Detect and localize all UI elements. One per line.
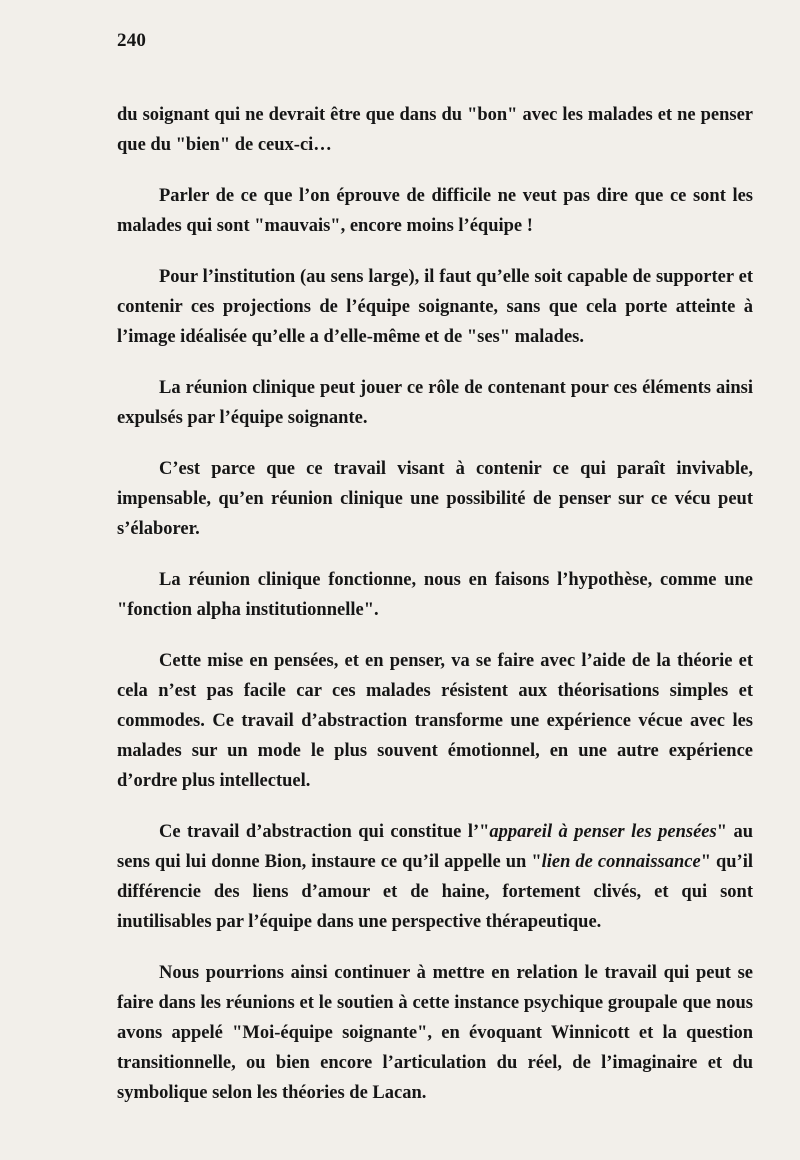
paragraph-3: Pour l’institution (au sens large), il faut qu’elle soit capable de supporter et contenir ces projections de l’équipe soignante, sans que cela porte atteinte à l’image idéalisée qu’elle a d’elle-même et de "ses" malades. <box>117 267 753 347</box>
paragraph-8-after: " qu’il différencie des liens d’amour et de haine, fortement clivés, et qui sont inutilisables par l’équipe dans une perspective thérapeutique. <box>117 852 753 932</box>
paragraph-1: du soignant qui ne devrait être que dans du "bon" avec les malades et ne penser que du "bien" de ceux-ci… <box>117 105 753 155</box>
page-number: 240 <box>117 30 147 51</box>
paragraph-7: Cette mise en pensées, et en penser, va se faire avec l’aide de la théorie et cela n’est pas facile car ces malades résistent aux théorisations simples et commodes. Ce travail d’abstraction transforme une expérience vécue avec les malades sur un mode le plus souvent émotionnel, en une autre expérience d’ordre plus intellectuel. <box>117 651 753 791</box>
paragraph-8 <box>117 817 753 937</box>
body-text <box>117 100 753 1129</box>
paragraph-9: Nous pourrions ainsi continuer à mettre en relation le travail qui peut se faire dans les réunions et le soutien à cette instance psychique groupale que nous avons appelé "Moi-équipe soignante", en évoquant Winnicott et la question transitionnelle, ou bien encore l’articulation du réel, de l’imaginaire et du symbolique selon les théories de Lacan. <box>117 963 753 1103</box>
paragraph-6: La réunion clinique fonctionne, nous en faisons l’hypothèse, comme une "fonction alpha institutionnelle". <box>117 570 753 620</box>
paragraph-5: C’est parce que ce travail visant à contenir ce qui paraît invivable, impensable, qu’en réunion clinique une possibilité de penser sur ce vécu peut s’élaborer. <box>117 459 753 539</box>
paragraph-2: Parler de ce que l’on éprouve de difficile ne veut pas dire que ce sont les malades qui sont "mauvais", encore moins l’équipe ! <box>117 186 753 236</box>
paragraph-4: La réunion clinique peut jouer ce rôle de contenant pour ces éléments ainsi expulsés par l’équipe soignante. <box>117 378 753 428</box>
paragraph-8-before: Ce travail d’abstraction qui constitue l’" <box>159 822 490 842</box>
paragraph-8-italic-2: lien de connaissance <box>541 852 701 872</box>
paragraph-8-middle: " au sens qui lui donne Bion, instaure ce qu’il appelle un " <box>117 822 753 872</box>
paragraph-8-italic-1: appareil à penser les pensées <box>489 822 717 842</box>
